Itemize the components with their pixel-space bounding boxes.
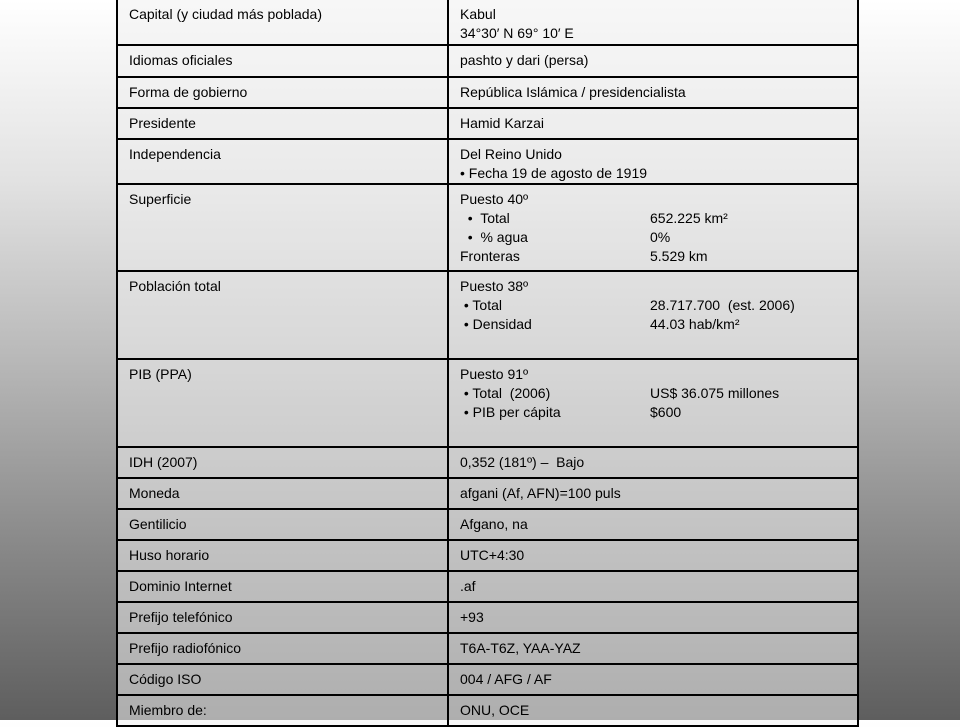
row-value (448, 108, 858, 139)
table-row (117, 184, 858, 271)
table-row (117, 0, 858, 45)
row-label: Forma de gobierno (117, 77, 448, 108)
value-line: afgani (Af, AFN)=100 puls (460, 485, 621, 501)
sub-item-label: • PIB per cápita (460, 404, 561, 420)
sub-item-label: • % agua (460, 229, 528, 245)
rank-line: Puesto 38º (460, 278, 529, 294)
row-value (448, 478, 858, 509)
sub-item (460, 209, 851, 228)
sub-item-label: Fronteras (460, 248, 520, 264)
row-label: Prefijo telefónico (117, 602, 448, 633)
table-row (117, 478, 858, 509)
sub-item (460, 384, 851, 403)
sub-item (460, 403, 851, 422)
value-line: +93 (460, 609, 484, 625)
row-value (448, 139, 858, 184)
sub-item-value: 5.529 km (650, 248, 708, 264)
row-value (448, 602, 858, 633)
value-line: T6A-T6Z, YAA-YAZ (460, 640, 581, 656)
table-row (117, 664, 858, 695)
value-line: 0,352 (181º) – Bajo (460, 454, 585, 470)
row-label: Código ISO (117, 664, 448, 695)
table-row (117, 602, 858, 633)
sub-item-label: • Densidad (460, 316, 532, 332)
row-label: Idiomas oficiales (117, 45, 448, 77)
value-line: ONU, OCE (460, 702, 530, 718)
table-row (117, 571, 858, 602)
sub-item-value: 28.717.700 (est. 2006) (650, 297, 795, 313)
row-value (448, 0, 858, 45)
sub-item-value: $600 (650, 404, 682, 420)
row-value (448, 540, 858, 571)
sub-item-value: 652.225 km² (650, 210, 728, 226)
row-value (448, 359, 858, 447)
sub-item-label: • Total (460, 210, 510, 226)
country-info-table (116, 0, 859, 727)
row-label: Moneda (117, 478, 448, 509)
row-value (448, 184, 858, 271)
value-line: Kabul (460, 6, 496, 22)
sub-item-label: • Total (460, 297, 502, 313)
value-line: • Fecha 19 de agosto de 1919 (460, 165, 648, 181)
value-line: Del Reino Unido (460, 146, 562, 162)
row-value (448, 695, 858, 726)
row-label: Superficie (117, 184, 448, 271)
value-line: Hamid Karzai (460, 115, 545, 131)
row-label: Prefijo radiofónico (117, 633, 448, 664)
table-row (117, 271, 858, 359)
row-label: PIB (PPA) (117, 359, 448, 447)
row-value (448, 77, 858, 108)
sub-item-value: 44.03 hab/km² (650, 316, 740, 332)
row-label: Gentilicio (117, 509, 448, 540)
row-value (448, 45, 858, 77)
rank-line: Puesto 91º (460, 366, 529, 382)
row-label: Dominio Internet (117, 571, 448, 602)
table-row (117, 447, 858, 478)
table-row (117, 139, 858, 184)
value-line: República Islámica / presidencialista (460, 84, 686, 100)
row-value (448, 447, 858, 478)
sub-item-label: • Total (2006) (460, 385, 551, 401)
sub-item (460, 247, 851, 266)
info-table-body (117, 0, 858, 726)
row-label: Capital (y ciudad más poblada) (117, 0, 448, 45)
country-info-sheet (116, 0, 859, 720)
row-label: Miembro de: (117, 695, 448, 726)
row-value (448, 633, 858, 664)
table-row (117, 77, 858, 108)
row-label: Presidente (117, 108, 448, 139)
table-row (117, 359, 858, 447)
row-label: Población total (117, 271, 448, 359)
row-label: Independencia (117, 139, 448, 184)
sub-item-value: 0% (650, 229, 671, 245)
table-row (117, 695, 858, 726)
value-line: Afgano, na (460, 516, 528, 532)
value-line: 004 / AFG / AF (460, 671, 552, 687)
value-line: .af (460, 578, 476, 594)
row-value (448, 664, 858, 695)
sub-item-value: US$ 36.075 millones (650, 385, 780, 401)
value-line: UTC+4:30 (460, 547, 525, 563)
row-value (448, 509, 858, 540)
row-value (448, 271, 858, 359)
row-value (448, 571, 858, 602)
table-row (117, 108, 858, 139)
table-row (117, 633, 858, 664)
table-row (117, 509, 858, 540)
row-label: IDH (2007) (117, 447, 448, 478)
table-row (117, 45, 858, 77)
sub-item (460, 315, 851, 334)
sub-item (460, 228, 851, 247)
row-label: Huso horario (117, 540, 448, 571)
sub-item (460, 296, 851, 315)
value-line: 34°30′ N 69° 10′ E (460, 25, 574, 41)
rank-line: Puesto 40º (460, 191, 529, 207)
table-row (117, 540, 858, 571)
value-line: pashto y dari (persa) (460, 52, 589, 68)
